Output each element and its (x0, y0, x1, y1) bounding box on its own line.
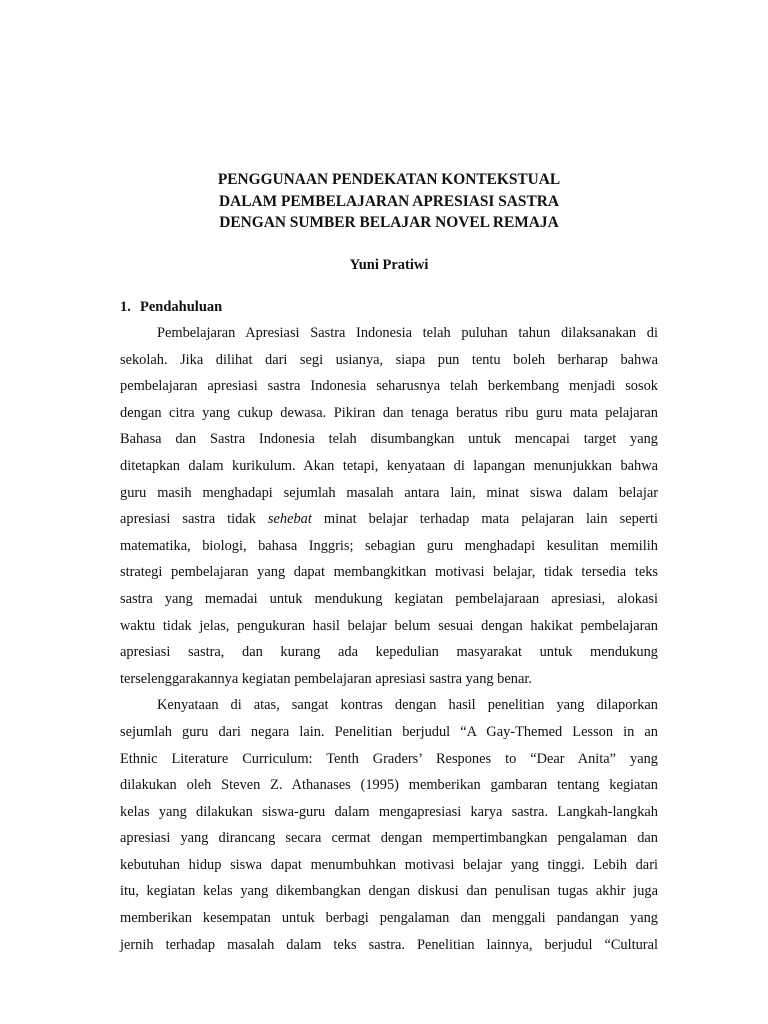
text-line: sejumlah guru dari negara lain. Penelitian berjudul “A Gay-Themed Lesson in an (120, 723, 658, 740)
text-segment: apresiasi sastra tidak (120, 511, 268, 528)
text-line: kelas yang dilakukan siswa-guru dalam mengapresiasi karya sastra. Langkah-langkah (120, 803, 658, 820)
text-line: jernih terhadap masalah dalam teks sastra. Penelitian lainnya, berjudul “Cultural (120, 936, 658, 953)
text-line: strategi pembelajaran yang dapat membangkitkan motivasi belajar, tidak tersedia teks (120, 564, 658, 581)
text-line: terselenggarakannya kegiatan pembelajaran apresiasi sastra yang benar. (120, 670, 532, 687)
italic-word: sehebat (267, 511, 312, 528)
paper-title (120, 169, 658, 234)
section-number: 1. (120, 299, 131, 315)
text-line: apresiasi sastra, dan kurang ada kepedulian masyarakat untuk mendukung (120, 644, 658, 661)
text-line: itu, kegiatan kelas yang dikembangkan dengan diskusi dan penulisan tugas akhir juga (120, 883, 658, 900)
paragraph-2 (120, 692, 658, 958)
text-segment: minat belajar terhadap mata pelajaran lain seperti (311, 511, 658, 528)
title-line: DENGAN SUMBER BELAJAR NOVEL REMAJA (219, 214, 559, 231)
text-line: Ethnic Literature Curriculum: Tenth Graders’ Respones to “Dear Anita” yang (120, 750, 658, 767)
title-line: DALAM PEMBELAJARAN APRESIASI SASTRA (219, 192, 559, 210)
text-line: kebutuhan hidup siswa dapat menumbuhkan motivasi belajar yang tinggi. Lebih dari (120, 856, 658, 873)
text-line: dilakukan oleh Steven Z. Athanases (1995) memberikan gambaran tentang kegiatan (120, 777, 658, 794)
text-line: apresiasi yang dirancang secara cermat dengan mempertimbangkan pengalaman dan (120, 830, 658, 847)
author-name: Yuni Pratiwi (349, 257, 429, 273)
text-line: dengan citra yang cukup dewasa. Pikiran dan tenaga beratus ribu guru mata pelajaran (120, 404, 658, 421)
text-line: memberikan kesempatan untuk berbagi pengalaman dan menggali pandangan yang (120, 910, 658, 927)
body-text (120, 320, 658, 958)
text-line: guru masih menghadapi sejumlah masalah antara lain, minat siswa dalam belajar (120, 484, 658, 501)
text-line: Pembelajaran Apresiasi Sastra Indonesia telah puluhan tahun dilaksanakan di (157, 325, 658, 341)
text-line (120, 506, 658, 533)
paragraph-1 (120, 320, 658, 692)
text-line: waktu tidak jelas, pengukuran hasil belajar belum sesuai dengan hakikat pembelajaran (120, 617, 658, 634)
section-title: Pendahuluan (140, 299, 223, 315)
title-line: PENGGUNAAN PENDEKATAN KONTEKSTUAL (217, 171, 561, 188)
section-heading (120, 297, 222, 317)
text-line: Kenyataan di atas, sangat kontras dengan hasil penelitian yang dilaporkan (157, 697, 658, 714)
text-line: sekolah. Jika dilihat dari segi usianya, siapa pun tentu boleh berharap bahwa (120, 351, 658, 368)
text-line: ditetapkan dalam kurikulum. Akan tetapi, kenyataan di lapangan menunjukkan bahwa (120, 457, 658, 474)
text-line: matematika, biologi, bahasa Inggris; sebagian guru menghadapi kesulitan memilih (120, 537, 658, 554)
text-line: pembelajaran apresiasi sastra Indonesia seharusnya telah berkembang menjadi sosok (120, 378, 658, 395)
text-line: sastra yang memadai untuk mendukung kegiatan pembelajaraan apresiasi, alokasi (120, 590, 658, 607)
text-line: Bahasa dan Sastra Indonesia telah disumbangkan untuk mencapai target yang (120, 431, 658, 448)
